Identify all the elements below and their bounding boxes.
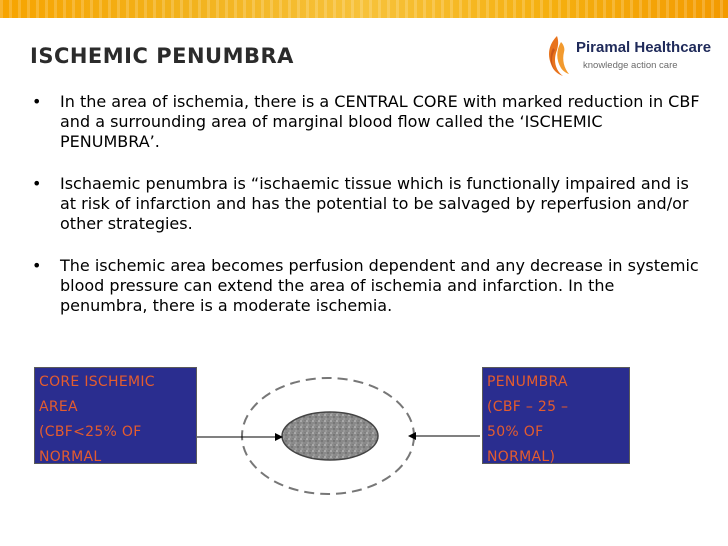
penumbra-box	[482, 367, 630, 464]
logo-company-name: Piramal Healthcare	[576, 39, 712, 56]
penumbra-box-line: PENUMBRA	[487, 374, 568, 390]
bullet-text: In the area of ischemia, there is a CENTRAL CORE with marked reduction in CBF and a surrounding area of marginal blood flow called the ‘ISCHEMIC PENUMBRA’.	[60, 92, 700, 151]
penumbra-box-line: NORMAL)	[487, 449, 556, 465]
penumbra-arrow-head	[408, 432, 416, 440]
slide-title: ISCHEMIC PENUMBRA	[30, 44, 294, 68]
core-box-line: NORMAL	[39, 449, 102, 465]
logo-tagline: knowledge action care	[583, 60, 678, 71]
core-ischemic-box	[34, 367, 197, 464]
bullet-item	[30, 174, 702, 234]
core-box-line: (CBF<25% OF	[39, 424, 142, 440]
flame-logo-icon	[543, 34, 571, 78]
core-box-line: CORE ISCHEMIC	[39, 374, 155, 390]
bullet-text: The ischemic area becomes perfusion dependent and any decrease in systemic blood pressure can extend the area of ischemia and infarction. In the penumbra, there is a moderate ischemia.	[60, 256, 699, 315]
core-ischemic-area	[282, 412, 378, 460]
company-logo	[543, 34, 723, 80]
header-bar	[0, 0, 728, 18]
penumbra-box-line: 50% OF	[487, 424, 544, 440]
bullet-text: Ischaemic penumbra is “ischaemic tissue which is functionally impaired and is at risk of infarction and has the potential to be salvaged by reperfusion and/or other strategies.	[60, 174, 689, 233]
penumbra-ring	[242, 378, 414, 494]
bullet-glyph: •	[32, 174, 42, 193]
bullet-item	[30, 256, 702, 316]
bullet-list	[30, 92, 702, 338]
bullet-glyph: •	[32, 92, 42, 111]
bullet-item	[30, 92, 702, 152]
penumbra-box-line: (CBF – 25 –	[487, 399, 569, 415]
core-arrow-head	[275, 433, 283, 441]
bullet-glyph: •	[32, 256, 42, 275]
core-box-line: AREA	[39, 399, 78, 415]
